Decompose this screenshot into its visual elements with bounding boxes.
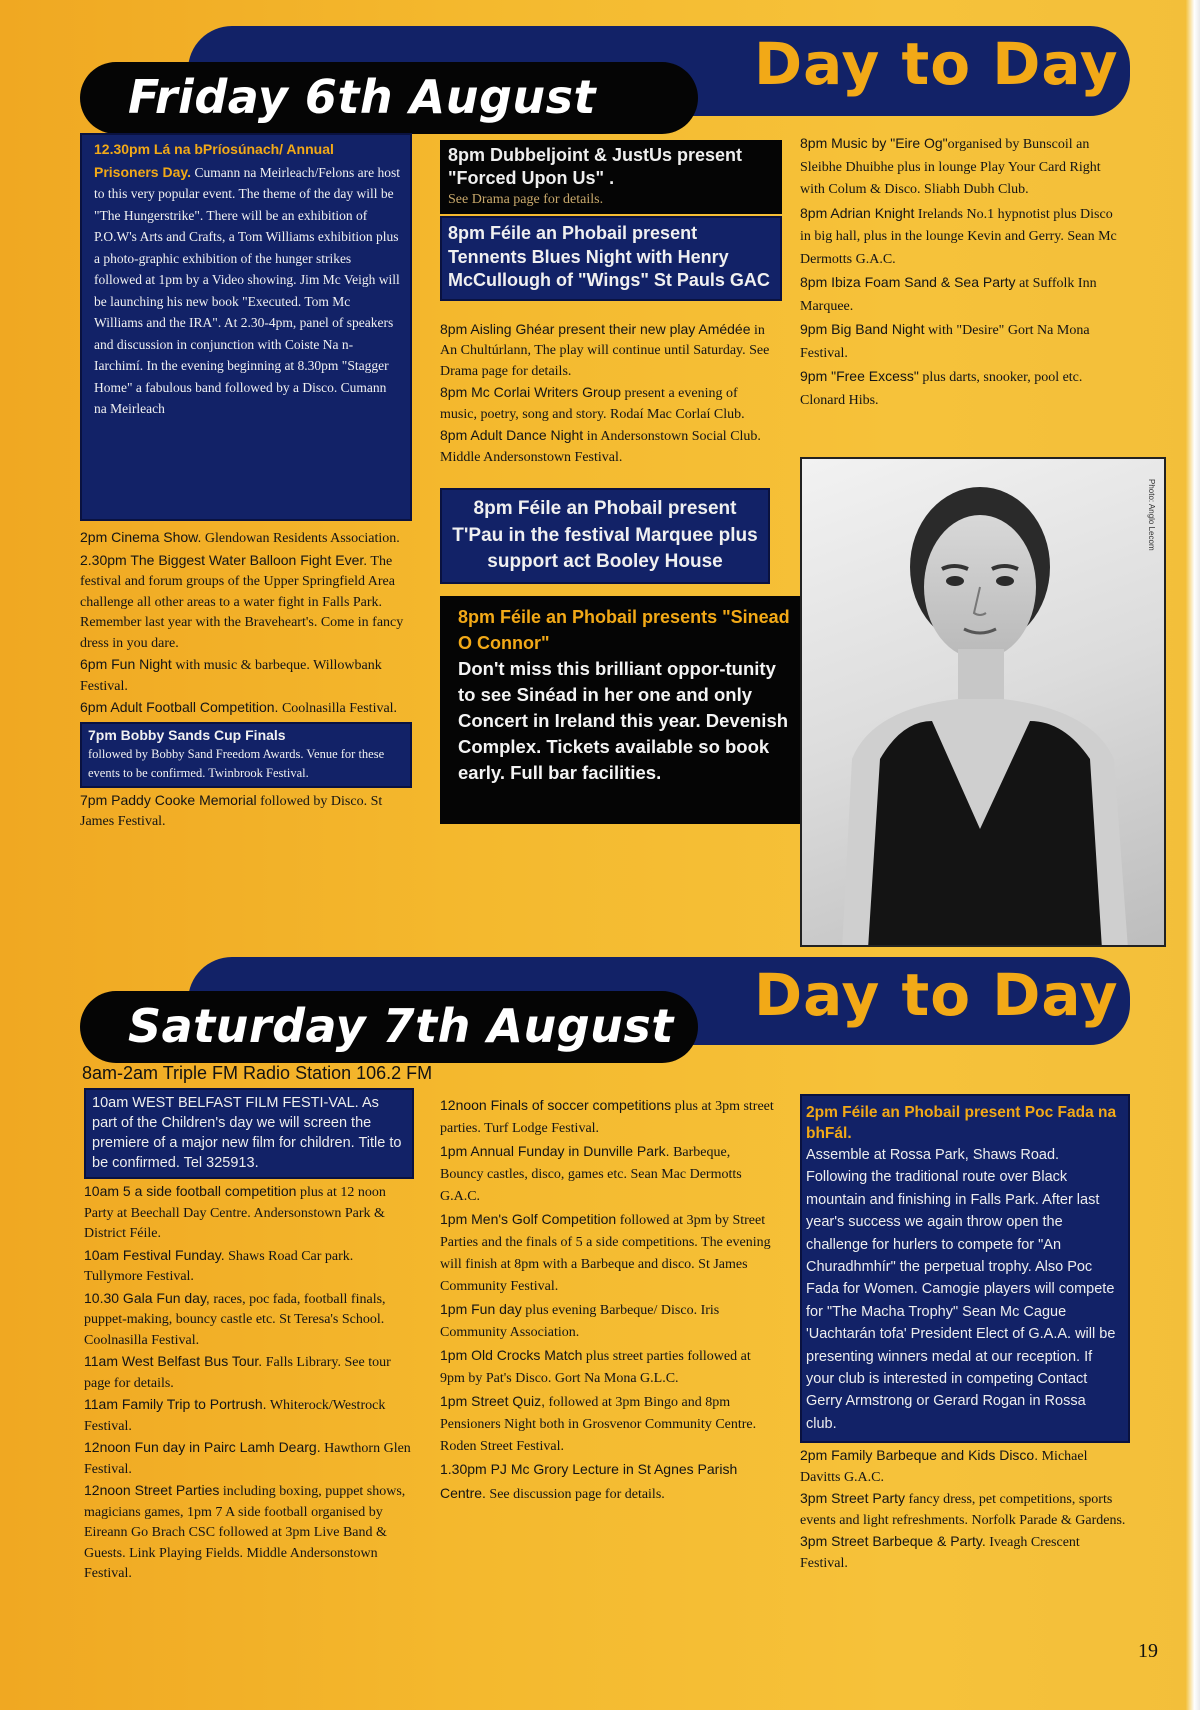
- event-body: See discussion page for details.: [485, 1487, 665, 1502]
- dubbeljoint-heading: 8pm Dubbeljoint & JustUs present "Forced Upon Us" .: [448, 145, 743, 188]
- event-heading: 2pm Family Barbeque and Kids Disco.: [800, 1447, 1039, 1464]
- event-body: The festival and forum groups of the Upper Springfield Area challenge all other areas to a water fight in Falls Park. Remember last year with the Braveheart's. Come in fancy dress in you dare.: [80, 553, 404, 651]
- sinead-oconnor-box: [440, 596, 802, 824]
- event-heading: 12noon Street Parties: [84, 1482, 220, 1498]
- event-heading: 1pm Men's Golf Competition: [440, 1211, 617, 1227]
- event-body: in An Chultúrlann, The play will continue until Saturday. See Drama page for details.: [440, 322, 770, 379]
- saturday-col3-list: [800, 1445, 1130, 1574]
- event-body: with "Desire" Gort Na Mona Festival.: [800, 323, 1090, 361]
- event-body: in Andersonstown Social Club. Middle Andersonstown Festival.: [440, 429, 761, 465]
- friday-date-title: Friday 6th August: [128, 70, 597, 124]
- friday-col1-list: [80, 527, 412, 720]
- dubbeljoint-note: See Drama page for details.: [448, 192, 604, 207]
- list-item: [440, 425, 770, 468]
- event-body: races, poc fada, football finals, puppet-making, bouncy castle etc. St Teresa's School. Coolnasilla Festival.: [84, 1291, 386, 1348]
- friday-col-1: [80, 133, 412, 833]
- event-body: plus at 3pm street parties. Turf Lodge Festival.: [440, 1099, 774, 1136]
- event-heading: 8pm Adrian Knight: [800, 204, 915, 221]
- saturday-header: [0, 955, 1200, 1065]
- list-item: [440, 1208, 774, 1298]
- friday-col-3: [800, 132, 1122, 412]
- poc-fada-body: Assemble at Rossa Park, Shaws Road. Following the traditional route over Black mountain and finishing in Falls Park. After last year's success we again throw open the challenge for hurlers to compete for "An Churadhmhír" the perpetual trophy. Also Poc Fada for Women. Camogie players will compete for "The Macha Trophy" Sean Mc Cague 'Uachtarán tofa' President Elect of G.A.A. will be presenting winners medal at our reception. If your club is interested in competing Contact Gerry Armstrong or Gerard Rogan in Rossa club.: [806, 1147, 1116, 1432]
- bobby-sands-body: followed by Bobby Sand Freedom Awards. Venue for these events to be confirmed. Twinbrook Festival.: [88, 746, 385, 780]
- event-heading: 11am Family Trip to Portrush.: [84, 1396, 267, 1412]
- event-heading: 8pm Music by "Eire Og": [800, 135, 948, 151]
- friday-col3-list: [800, 132, 1122, 412]
- list-item: [440, 1458, 774, 1506]
- event-heading: 1pm Old Crocks Match: [440, 1347, 583, 1363]
- event-body: Glendowan Residents Association.: [201, 531, 400, 546]
- event-body: Shaws Road Car park. Tullymore Festival.: [84, 1248, 354, 1284]
- tpau-box: [440, 488, 770, 584]
- list-item: [84, 1288, 414, 1352]
- list-item: [84, 1394, 414, 1437]
- page-edge: [1186, 0, 1200, 1710]
- poc-fada-heading: 2pm Féile an Phobail present Poc Fada na bhFál.: [806, 1104, 1117, 1142]
- list-item: [440, 1298, 774, 1344]
- event-body: present a evening of music, poetry, song and story. Rodaí Mac Corlaí Club.: [440, 386, 745, 422]
- photo-credit: Photo: Anglo Lecom: [1147, 479, 1156, 551]
- event-body: including boxing, puppet shows, magicians games, 1pm 7 A side football organised by Eireann Go Brach CSC followed at 3pm Live Band & Guests. Link Playing Fields. Middle Andersonstown Festival.: [84, 1484, 406, 1581]
- event-body: at Suffolk Inn Marquee.: [800, 276, 1097, 314]
- event-heading: 9pm "Free Excess": [800, 368, 919, 384]
- list-item: [84, 1245, 414, 1288]
- event-body: followed by Disco. St James Festival.: [80, 793, 383, 829]
- saturday-col2-list: [440, 1094, 774, 1506]
- list-item: [440, 319, 770, 383]
- friday-col-2: [440, 140, 790, 824]
- bobby-sands-heading: 7pm Bobby Sands Cup Finals: [88, 726, 286, 743]
- tennents-blues-box: [440, 216, 782, 301]
- portrait-illustration: [802, 459, 1166, 947]
- saturday-col-3: [800, 1094, 1130, 1574]
- event-body: Coolnasilla Festival.: [278, 701, 398, 716]
- list-item: [800, 1445, 1130, 1488]
- event-body: plus at 12 noon Party at Beechall Day Centre. Andersonstown Park & District Féile.: [84, 1185, 386, 1241]
- event-heading: 1pm Annual Funday in Dunville Park.: [440, 1143, 670, 1159]
- sinead-body: Don't miss this brilliant oppor-tunity to see Sinéad in her one and only Concert in Ireland this year. Devenish Complex. Tickets available so book early. Full bar facilities.: [458, 657, 789, 783]
- event-heading: 8pm Ibiza Foam Sand & Sea Party: [800, 274, 1016, 290]
- event-heading: 2.30pm The Biggest Water Balloon Fight Ever.: [80, 551, 368, 568]
- sinead-photo: [800, 457, 1166, 947]
- sinead-heading: 8pm Féile an Phobail presents "Sinead O Connor": [458, 606, 790, 653]
- event-body: plus street parties followed at 9pm by Pat's Disco. Gort Na Mona G.L.C.: [440, 1349, 751, 1386]
- saturday-col1-list: [84, 1181, 414, 1585]
- list-item: [800, 365, 1122, 412]
- friday-header: [0, 22, 1200, 132]
- saturday-col-1: [84, 1088, 414, 1585]
- bobby-sands-box: [80, 722, 412, 788]
- list-item: [800, 202, 1122, 272]
- event-body: organised by Bunscoil an Sleibhe Dhuibhe plus in lounge Play Your Card Right with Colum & Disco. Sliabh Dubh Club.: [800, 137, 1101, 197]
- event-body: Hawthorn Glen Festival.: [84, 1441, 411, 1477]
- event-body: Iveagh Crescent Festival.: [800, 1535, 1080, 1571]
- event-body: plus darts, snooker, pool etc. Clonard Hibs.: [800, 370, 1083, 408]
- list-item: [80, 790, 412, 833]
- event-heading: 10am Festival Funday.: [84, 1246, 225, 1263]
- list-item: [80, 527, 412, 550]
- saturday-section-title: Day to Day: [754, 961, 1119, 1029]
- poc-fada-box: [800, 1094, 1130, 1443]
- event-heading: 10am 5 a side football competition: [84, 1183, 297, 1199]
- tennents-blues-text: 8pm Féile an Phobail present Tennents Blues Night with Henry McCullough of "Wings" St Pauls GAC: [448, 223, 770, 290]
- page-number: 19: [1138, 1640, 1158, 1662]
- film-festival-text: 10am WEST BELFAST FILM FESTI-VAL. As part of the Children's day we will screen the premiere of a major new film for children. Title to be confirmed. Tel 325913.: [92, 1095, 402, 1171]
- event-heading: 7pm Paddy Cooke Memorial: [80, 791, 257, 808]
- list-item: [440, 1140, 774, 1208]
- event-heading: 3pm Street Barbeque & Party.: [800, 1533, 986, 1550]
- radio-line: [82, 1062, 682, 1084]
- event-heading: 2pm Cinema Show.: [80, 529, 202, 545]
- list-item: [800, 271, 1122, 318]
- event-heading: 12noon Finals of soccer competitions: [440, 1097, 672, 1113]
- event-body: Irelands No.1 hypnotist plus Disco in big hall, plus in the lounge Kevin and Gerry. Sean Mc Dermotts G.A.C.: [800, 206, 1117, 267]
- list-item: [440, 1094, 774, 1140]
- list-item: [84, 1351, 414, 1394]
- event-heading: 1pm Fun day: [440, 1301, 522, 1317]
- event-body: followed at 3pm by Street Parties and the finals of 5 a side competitions. The evening will finish at 8pm with a Barbeque and disco. St James Community Festival.: [440, 1213, 771, 1294]
- list-item: [84, 1437, 414, 1480]
- dubbeljoint-box: [440, 140, 782, 214]
- saturday-date-title: Saturday 7th August: [128, 999, 674, 1053]
- event-heading: 8pm Aisling Ghéar present their new play Amédée: [440, 320, 751, 337]
- event-body: plus evening Barbeque/ Disco. Iris Community Association.: [440, 1303, 720, 1340]
- event-heading: 6pm Adult Football Competition.: [80, 699, 279, 715]
- event-body: Michael Davitts G.A.C.: [800, 1449, 1088, 1485]
- tpau-text: 8pm Féile an Phobail present T'Pau in the festival Marquee plus support act Booley House: [452, 498, 758, 572]
- list-item: [84, 1181, 414, 1245]
- event-body: Whiterock/Westrock Festival.: [84, 1398, 386, 1434]
- radio-station-text: 8am-2am Triple FM Radio Station 106.2 FM: [82, 1063, 433, 1083]
- list-item: [800, 1488, 1130, 1531]
- event-heading: 11am West Belfast Bus Tour.: [84, 1353, 263, 1369]
- event-body: Barbeque, Bouncy castles, disco, games etc. Sean Mac Dermotts G.A.C.: [440, 1145, 742, 1204]
- event-body: followed at 3pm Bingo and 8pm Pensioners Night both in Grosvenor Community Centre. Roden Street Festival.: [440, 1395, 757, 1454]
- list-item: [800, 1531, 1130, 1574]
- event-heading: 12noon Fun day in Pairc Lamh Dearg.: [84, 1439, 321, 1455]
- list-item: [80, 697, 412, 720]
- event-heading: 8pm Mc Corlai Writers Group: [440, 384, 622, 400]
- list-item: [80, 550, 412, 655]
- event-heading: 1pm Street Quiz,: [440, 1393, 546, 1409]
- list-item: [80, 654, 412, 697]
- event-heading: 8pm Adult Dance Night: [440, 427, 584, 443]
- event-body: fancy dress, pet competitions, sports events and light refreshments. Norfolk Parade & Gardens.: [800, 1492, 1126, 1528]
- prisoners-day-box: [80, 133, 412, 521]
- event-body: with music & barbeque. Willowbank Festival.: [80, 658, 382, 694]
- prisoners-day-body: Cumann na Meirleach/Felons are host to this very popular event. The theme of the day will be "The Hungerstrike". There will be an exhibition of P.O.W's Arts and Crafts, a Tom Williams exhibition plus a photo-graphic exhibition of the hunger strikes followed at 1pm by a Video showing. Jim Mc Veigh will be launching his new book "Executed. Tom Mc Williams and the IRA". At 2.30-4pm, panel of speakers and discussion in conjunction with Coiste Na n-Iarchimí. In the evening beginning at 8.30pm "Stagger Home" a fabulous band followed by a Disco. Cumann na Meirleach: [94, 164, 400, 416]
- list-item: [440, 382, 770, 425]
- friday-col2-list: [440, 319, 770, 469]
- event-body: Falls Library. See tour page for details.: [84, 1355, 391, 1391]
- event-heading: 10.30 Gala Fun day,: [84, 1289, 210, 1306]
- list-item: [440, 1390, 774, 1458]
- event-heading: 6pm Fun Night: [80, 656, 172, 672]
- film-festival-box: [84, 1088, 414, 1179]
- list-item: [440, 1344, 774, 1390]
- list-item: [800, 132, 1122, 202]
- list-item: [800, 318, 1122, 365]
- list-item: [84, 1480, 414, 1585]
- event-heading: 9pm Big Band Night: [800, 321, 925, 337]
- saturday-col-2: [440, 1094, 774, 1506]
- event-heading: 1.30pm PJ Mc Grory Lecture in St Agnes Parish Centre.: [440, 1461, 738, 1501]
- friday-section-title: Day to Day: [754, 30, 1119, 98]
- prisoners-day-heading: 12.30pm Lá na bPríosúnach/ Annual Prisoners Day.: [94, 141, 334, 180]
- event-heading: 3pm Street Party: [800, 1490, 906, 1507]
